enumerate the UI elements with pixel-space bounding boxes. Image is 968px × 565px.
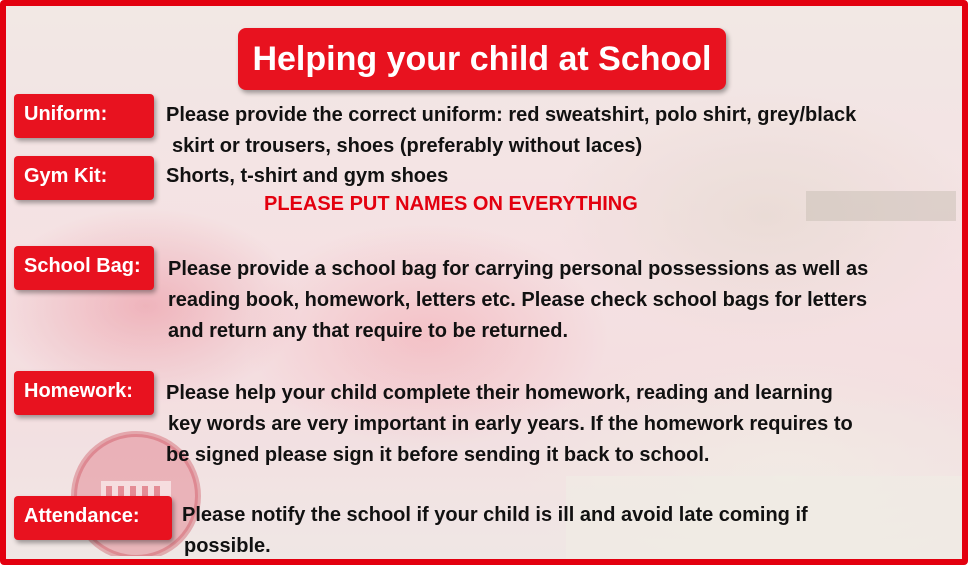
homework-text bbox=[166, 378, 853, 471]
school-bag-line-3: and return any that require to be returned. bbox=[168, 320, 569, 342]
page-title: Helping your child at School bbox=[238, 28, 726, 90]
uniform-text bbox=[166, 100, 856, 162]
uniform-label: Uniform: bbox=[14, 94, 154, 138]
names-notice: PLEASE PUT NAMES ON EVERYTHING bbox=[264, 193, 638, 215]
gym-kit-text bbox=[166, 161, 448, 192]
school-bag-text bbox=[168, 254, 868, 347]
homework-label: Homework: bbox=[14, 371, 154, 415]
school-bag-line-1: Please provide a school bag for carrying personal possessions as well as bbox=[168, 258, 869, 280]
homework-line-3: be signed please sign it before sending it back to school. bbox=[166, 444, 710, 466]
uniform-line-1: Please provide the correct uniform: red sweatshirt, polo shirt, grey/black bbox=[166, 104, 857, 126]
homework-line-1: Please help your child complete their homework, reading and learning bbox=[166, 382, 833, 404]
uniform-line-2: skirt or trousers, shoes (preferably without laces) bbox=[172, 135, 643, 157]
background-table bbox=[806, 191, 956, 221]
school-bag-line-2: reading book, homework, letters etc. Please check school bags for letters bbox=[168, 289, 868, 311]
gym-kit-label: Gym Kit: bbox=[14, 156, 154, 200]
homework-line-2: key words are very important in early years. If the homework requires to bbox=[168, 413, 853, 435]
attendance-line-2: possible. bbox=[184, 535, 271, 557]
attendance-text bbox=[182, 500, 808, 562]
attendance-line-1: Please notify the school if your child is ill and avoid late coming if bbox=[182, 504, 808, 526]
attendance-label: Attendance: bbox=[14, 496, 172, 540]
gym-kit-line-1: Shorts, t-shirt and gym shoes bbox=[166, 165, 449, 187]
school-bag-label: School Bag: bbox=[14, 246, 154, 290]
